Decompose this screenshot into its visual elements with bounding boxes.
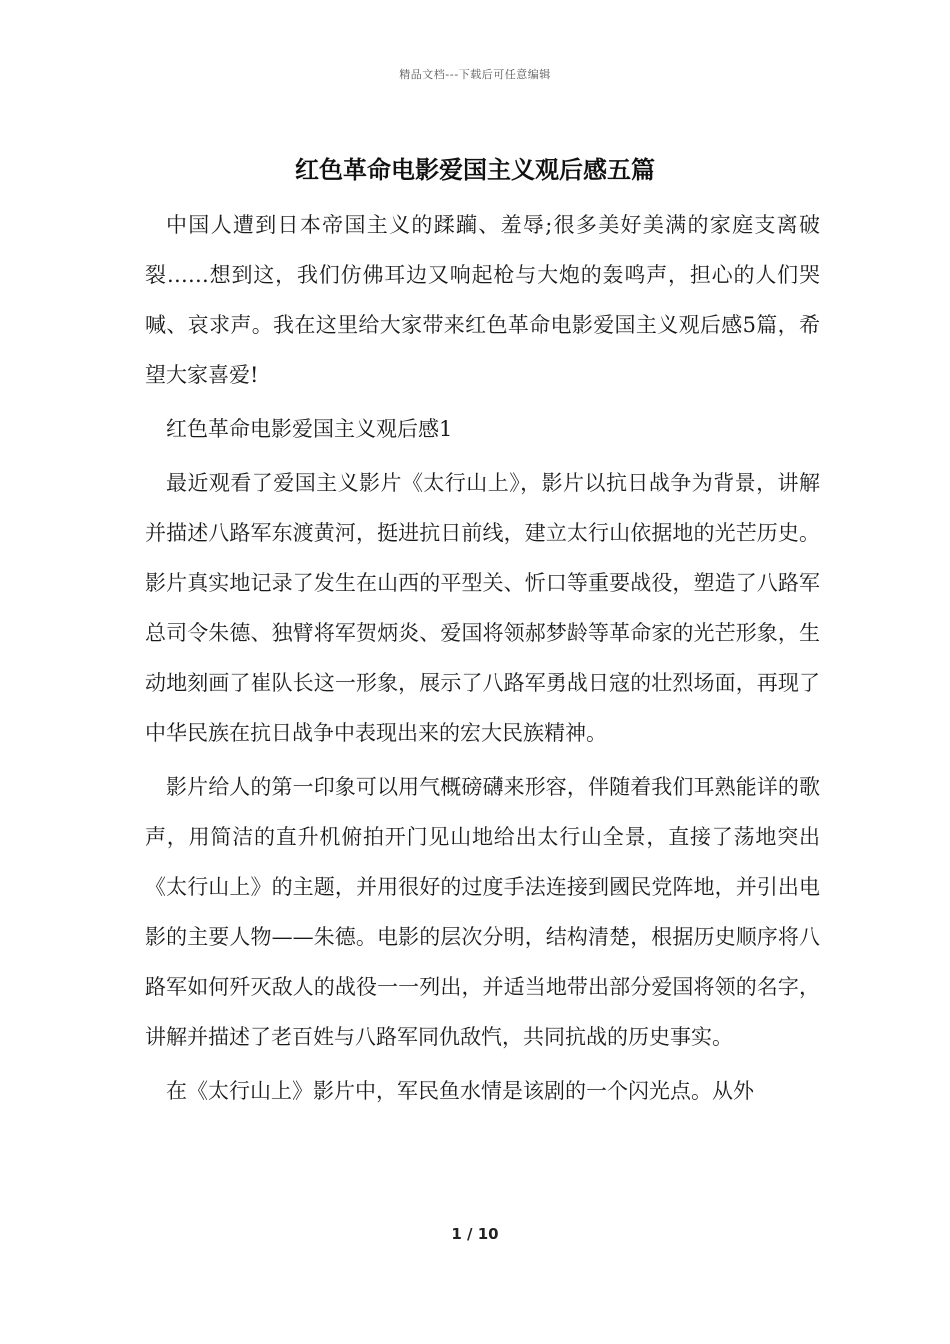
header-note: 精品文档---下载后可任意编辑 xyxy=(399,68,551,81)
body-paragraph: 最近观看了爱国主义影片《太行山上》，影片以抗日战争为背景，讲解并描述八路军东渡黄河，挺进抗日前线，建立太行山依据地的光芒历史。影片真实地记录了发生在山西的平型关、忻口等重要战役，塑造了八路军总司令朱德、独臂将军贺炳炎、爱国将领郝梦龄等革命家的光芒形象，生动地刻画了崔队长这一形象，展示了八路军勇战日寇的壮烈场面，再现了中华民族在抗日战争中表现出来的宏大民族精神。 xyxy=(145,471,820,745)
section-heading: 红色革命电影爱国主义观后感1 xyxy=(166,417,453,441)
document-body xyxy=(145,200,820,1116)
intro-paragraph: 中国人遭到日本帝国主义的蹂躏、羞辱;很多美好美满的家庭支离破裂……想到这，我们仿佛耳边又响起枪与大炮的轰鸣声，担心的人们哭喊、哀求声。我在这里给大家带来红色革命电影爱国主义观后感5篇，希望大家喜爱! xyxy=(145,213,820,387)
body-paragraph: 在《太行山上》影片中，军民鱼水情是该剧的一个闪光点。从外 xyxy=(166,1079,754,1103)
page-number: 1 / 10 xyxy=(451,1225,499,1243)
body-paragraph: 影片给人的第一印象可以用气概磅礴来形容，伴随着我们耳熟能详的歌声，用简洁的直升机俯拍开门见山地给出太行山全景，直接了荡地突出《太行山上》的主题，并用很好的过度手法连接到國民党阵地，并引出电影的主要人物——朱德。电影的层次分明，结构清楚，根据历史顺序将八路军如何歼灭敌人的战役一一列出，并适当地带出部分爱国将领的名字，讲解并描述了老百姓与八路军同仇敌忾，共同抗战的历史事实。 xyxy=(145,775,820,1049)
document-title: 红色革命电影爱国主义观后感五篇 xyxy=(295,156,655,184)
